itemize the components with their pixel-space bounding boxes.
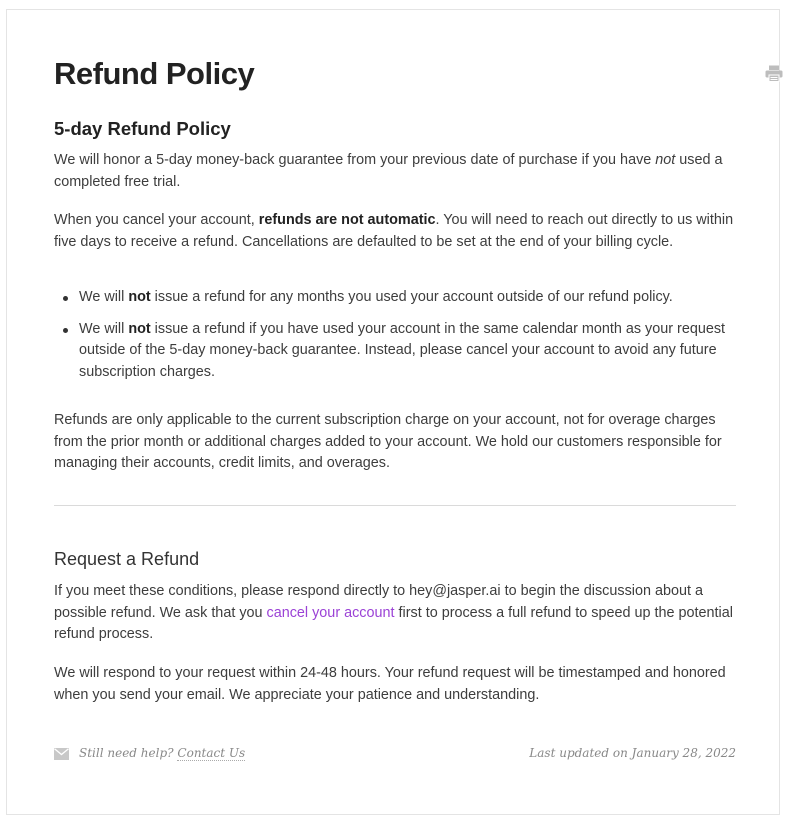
article-footer bbox=[54, 744, 736, 764]
last-updated: Last updated on January 28, 2022 bbox=[529, 746, 736, 760]
section-heading-refund-policy: 5-day Refund Policy bbox=[54, 118, 231, 139]
paragraph-cancel: When you cancel your account, refunds are not automatic. You will need to reach out directly to us within five days to receive a refund. Cancellations are defaulted to be set at the end of your billing cycle. bbox=[54, 212, 734, 250]
paragraph-response-time: We will respond to your request within 24-48 hours. Your refund request will be timestamped and honored when you send your email. We appreciate your patience and understanding. bbox=[54, 665, 726, 703]
mail-icon bbox=[54, 748, 69, 760]
page-title: Refund Policy bbox=[54, 56, 255, 91]
article-card bbox=[6, 9, 780, 815]
section-heading-request-refund: Request a Refund bbox=[54, 549, 200, 569]
paragraph-applicability: Refunds are only applicable to the current subscription charge on your account, not for overage charges from the prior month or additional charges added to your account. We hold our customers responsible for managing their accounts, credit limits, and overages. bbox=[54, 412, 722, 472]
help-prompt: Still need help? Contact Us bbox=[79, 746, 246, 760]
section-divider bbox=[54, 505, 736, 506]
print-icon[interactable] bbox=[765, 65, 783, 82]
list-item: We will not issue a refund if you have used your account in the same calendar month as your request outside of the 5-day money-back guarantee. Instead, please cancel your account to avoid any future subscription charges. bbox=[54, 319, 736, 384]
paragraph-request: If you meet these conditions, please respond directly to hey@jasper.ai to begin the discussion about a possible refund. We ask that you cancel your account first to process a full refund to speed up the potential refund process. bbox=[54, 583, 733, 643]
refund-conditions-list bbox=[54, 287, 736, 393]
paragraph-guarantee: We will honor a 5-day money-back guarantee from your previous date of purchase if you have not used a completed free trial. bbox=[54, 152, 723, 190]
list-item: We will not issue a refund for any months you used your account outside of our refund policy. bbox=[54, 287, 736, 309]
cancel-account-link[interactable]: cancel your account bbox=[266, 604, 395, 621]
contact-us-link[interactable]: Contact Us bbox=[177, 746, 246, 760]
